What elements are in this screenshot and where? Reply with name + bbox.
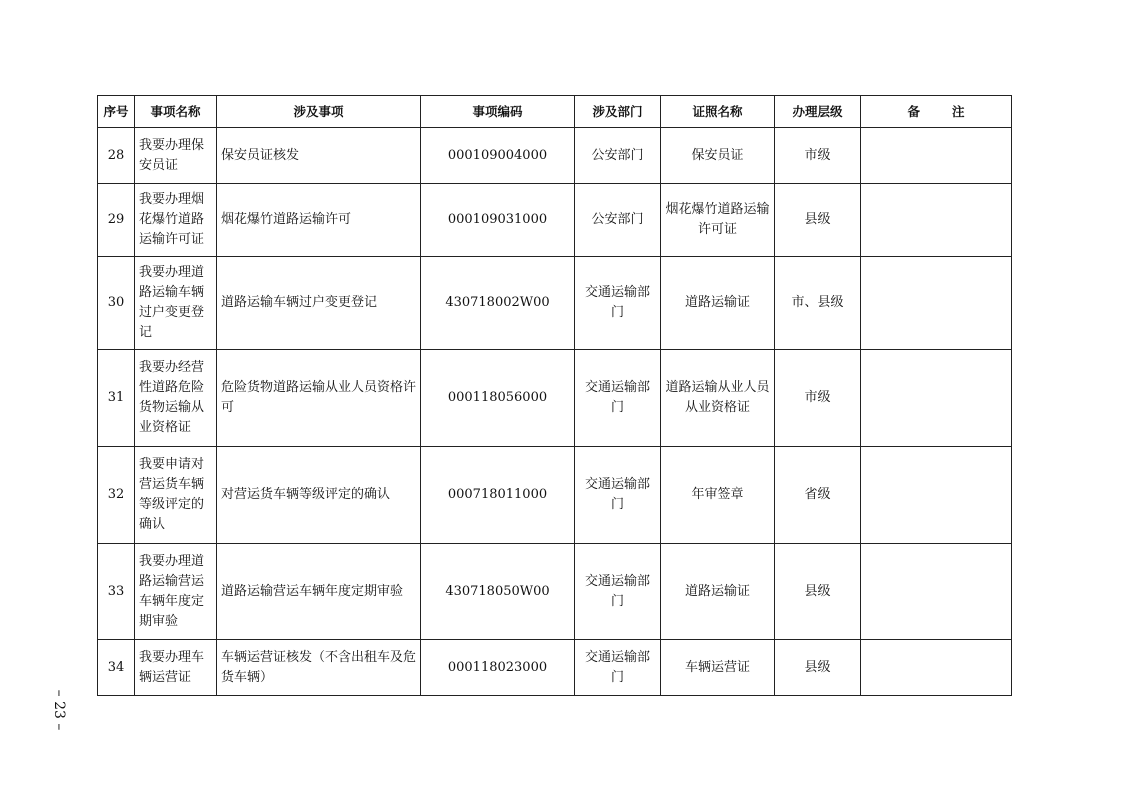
cell-note bbox=[861, 128, 1012, 184]
cell-dept: 公安部门 bbox=[575, 128, 661, 184]
cell-item: 烟花爆竹道路运输许可 bbox=[217, 184, 421, 257]
header-dept: 涉及部门 bbox=[575, 96, 661, 128]
header-note: 备注 bbox=[861, 96, 1012, 128]
matters-table bbox=[97, 95, 1012, 696]
cell-item: 对营运货车辆等级评定的确认 bbox=[217, 447, 421, 544]
cell-item: 危险货物道路运输从业人员资格许可 bbox=[217, 350, 421, 447]
cell-no: 33 bbox=[98, 544, 135, 640]
cell-name: 我要办理保安员证 bbox=[135, 128, 217, 184]
cell-note bbox=[861, 640, 1012, 696]
table-row bbox=[98, 128, 1012, 184]
cell-license: 保安员证 bbox=[661, 128, 775, 184]
cell-level: 省级 bbox=[775, 447, 861, 544]
cell-item: 车辆运营证核发（不含出租车及危货车辆） bbox=[217, 640, 421, 696]
cell-dept: 交通运输部门 bbox=[575, 640, 661, 696]
cell-no: 34 bbox=[98, 640, 135, 696]
cell-code: 000109004000 bbox=[421, 128, 575, 184]
cell-note bbox=[861, 350, 1012, 447]
cell-name: 我要办理道路运输车辆过户变更登记 bbox=[135, 257, 217, 350]
cell-license: 道路运输证 bbox=[661, 544, 775, 640]
cell-item: 保安员证核发 bbox=[217, 128, 421, 184]
cell-no: 30 bbox=[98, 257, 135, 350]
cell-level: 县级 bbox=[775, 184, 861, 257]
header-item: 涉及事项 bbox=[217, 96, 421, 128]
cell-note bbox=[861, 184, 1012, 257]
table-row bbox=[98, 257, 1012, 350]
header-name: 事项名称 bbox=[135, 96, 217, 128]
cell-license: 道路运输从业人员从业资格证 bbox=[661, 350, 775, 447]
cell-level: 市级 bbox=[775, 350, 861, 447]
cell-no: 31 bbox=[98, 350, 135, 447]
cell-level: 县级 bbox=[775, 640, 861, 696]
cell-license: 道路运输证 bbox=[661, 257, 775, 350]
cell-note bbox=[861, 544, 1012, 640]
cell-dept: 交通运输部门 bbox=[575, 447, 661, 544]
cell-level: 市级 bbox=[775, 128, 861, 184]
cell-item: 道路运输车辆过户变更登记 bbox=[217, 257, 421, 350]
cell-code: 000118023000 bbox=[421, 640, 575, 696]
header-license: 证照名称 bbox=[661, 96, 775, 128]
page-number: – 23 – bbox=[51, 689, 67, 731]
cell-license: 车辆运营证 bbox=[661, 640, 775, 696]
cell-level: 市、县级 bbox=[775, 257, 861, 350]
cell-code: 000118056000 bbox=[421, 350, 575, 447]
cell-item: 道路运输营运车辆年度定期审验 bbox=[217, 544, 421, 640]
cell-note bbox=[861, 447, 1012, 544]
cell-license: 年审签章 bbox=[661, 447, 775, 544]
cell-name: 我要申请对营运货车辆等级评定的确认 bbox=[135, 447, 217, 544]
cell-license: 烟花爆竹道路运输许可证 bbox=[661, 184, 775, 257]
cell-code: 000718011000 bbox=[421, 447, 575, 544]
cell-dept: 交通运输部门 bbox=[575, 257, 661, 350]
cell-no: 32 bbox=[98, 447, 135, 544]
header-no: 序号 bbox=[98, 96, 135, 128]
cell-note bbox=[861, 257, 1012, 350]
table-row bbox=[98, 447, 1012, 544]
table-row bbox=[98, 640, 1012, 696]
table-row bbox=[98, 544, 1012, 640]
table-row bbox=[98, 184, 1012, 257]
cell-level: 县级 bbox=[775, 544, 861, 640]
cell-no: 28 bbox=[98, 128, 135, 184]
cell-dept: 交通运输部门 bbox=[575, 544, 661, 640]
cell-code: 430718050W00 bbox=[421, 544, 575, 640]
cell-name: 我要办理道路运输营运车辆年度定期审验 bbox=[135, 544, 217, 640]
cell-name: 我要办理烟花爆竹道路运输许可证 bbox=[135, 184, 217, 257]
cell-no: 29 bbox=[98, 184, 135, 257]
header-code: 事项编码 bbox=[421, 96, 575, 128]
cell-dept: 交通运输部门 bbox=[575, 350, 661, 447]
cell-name: 我要办经营性道路危险货物运输从业资格证 bbox=[135, 350, 217, 447]
header-row bbox=[98, 96, 1012, 128]
header-level: 办理层级 bbox=[775, 96, 861, 128]
cell-name: 我要办理车辆运营证 bbox=[135, 640, 217, 696]
cell-dept: 公安部门 bbox=[575, 184, 661, 257]
cell-code: 000109031000 bbox=[421, 184, 575, 257]
cell-code: 430718002W00 bbox=[421, 257, 575, 350]
table-row bbox=[98, 350, 1012, 447]
